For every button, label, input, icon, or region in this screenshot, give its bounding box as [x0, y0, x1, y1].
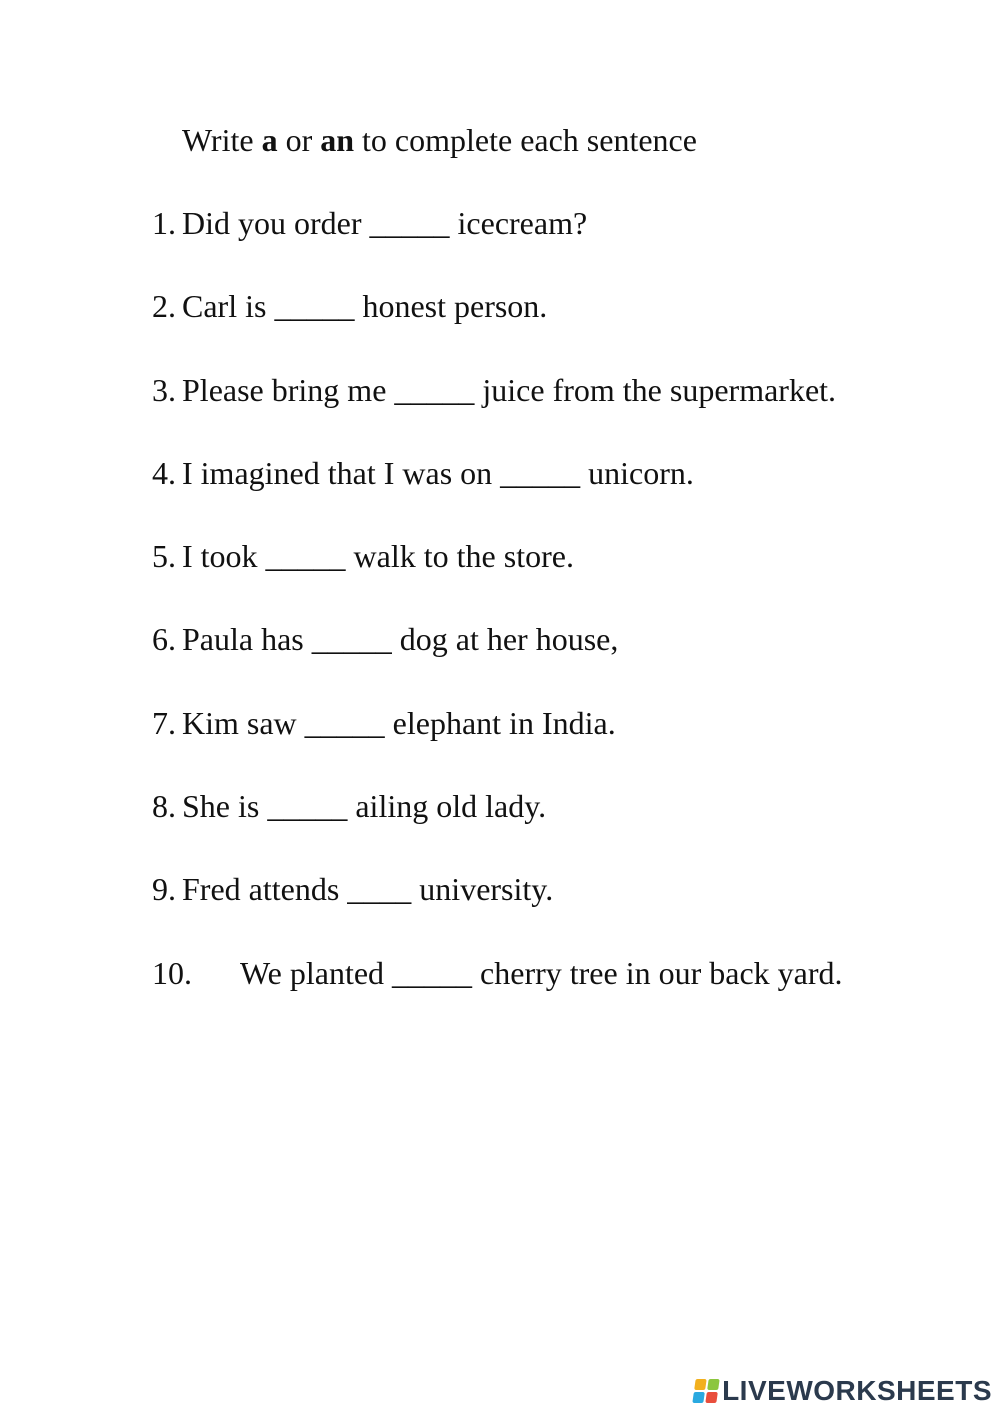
question-number: 2. [152, 288, 176, 325]
question-2 [152, 286, 843, 369]
question-6 [152, 619, 843, 702]
question-10 [152, 953, 843, 1036]
instruction [182, 120, 697, 160]
question-text-before: She is [182, 788, 268, 825]
question-text-after: dog at her house, [391, 621, 619, 658]
answer-blank[interactable]: _____ [394, 371, 475, 408]
answer-blank[interactable]: _____ [274, 288, 355, 325]
question-text-before: I imagined that I was on [182, 454, 501, 491]
question-text-before: Did you order [182, 205, 370, 241]
question-text-before: Please bring me [182, 371, 395, 408]
question-list [152, 203, 843, 1036]
answer-blank[interactable]: _____ [369, 205, 450, 241]
logo-text: LIVEWORKSHEETS [722, 1375, 992, 1406]
instruction-suffix: to complete each sentence [354, 122, 697, 158]
question-text-after: university. [411, 871, 554, 908]
question-1 [152, 203, 843, 286]
question-7 [152, 703, 843, 786]
question-4 [152, 453, 843, 536]
answer-blank[interactable]: _____ [392, 954, 473, 991]
question-number: 3. [152, 371, 176, 408]
question-text-before: I took [182, 538, 266, 575]
question-number: 9. [152, 871, 176, 908]
question-text-after: elephant in India. [384, 704, 616, 741]
question-text-after: juice from the supermarket. [474, 371, 837, 408]
question-number: 7. [152, 704, 176, 741]
question-number: 4. [152, 454, 176, 491]
question-8 [152, 786, 843, 869]
question-number: 10. [152, 954, 192, 991]
question-5 [152, 536, 843, 619]
question-number: 6. [152, 621, 176, 658]
question-text-before: Paula has [182, 621, 312, 658]
answer-blank[interactable]: _____ [304, 704, 385, 741]
question-text-after: unicorn. [580, 454, 694, 491]
question-number: 1. [152, 205, 176, 241]
question-text-before: Fred attends [182, 871, 348, 908]
question-text-after: honest person. [354, 288, 548, 325]
question-text-after: icecream? [449, 205, 588, 241]
instruction-option-a: a [261, 122, 278, 158]
answer-blank[interactable]: ____ [347, 871, 412, 908]
question-text-after: walk to the store. [345, 538, 574, 575]
question-9 [152, 869, 843, 952]
instruction-middle: or [277, 122, 321, 158]
question-text-before: Carl is [182, 288, 275, 325]
question-number: 8. [152, 788, 176, 825]
liveworksheets-logo [694, 1375, 992, 1407]
question-text-after: cherry tree in our back yard. [472, 954, 843, 991]
question-text-before: Kim saw [182, 704, 305, 741]
question-text-after: ailing old lady. [347, 788, 547, 825]
instruction-option-an: an [320, 122, 355, 158]
instruction-prefix: Write [182, 122, 262, 158]
answer-blank[interactable]: _____ [500, 454, 581, 491]
answer-blank[interactable]: _____ [265, 538, 346, 575]
answer-blank[interactable]: _____ [311, 621, 392, 658]
question-number: 5. [152, 538, 176, 575]
answer-blank[interactable]: _____ [267, 788, 348, 825]
liveworksheets-logo-icon [692, 1379, 719, 1403]
question-3 [152, 370, 843, 453]
question-text-before: We planted [240, 954, 393, 991]
